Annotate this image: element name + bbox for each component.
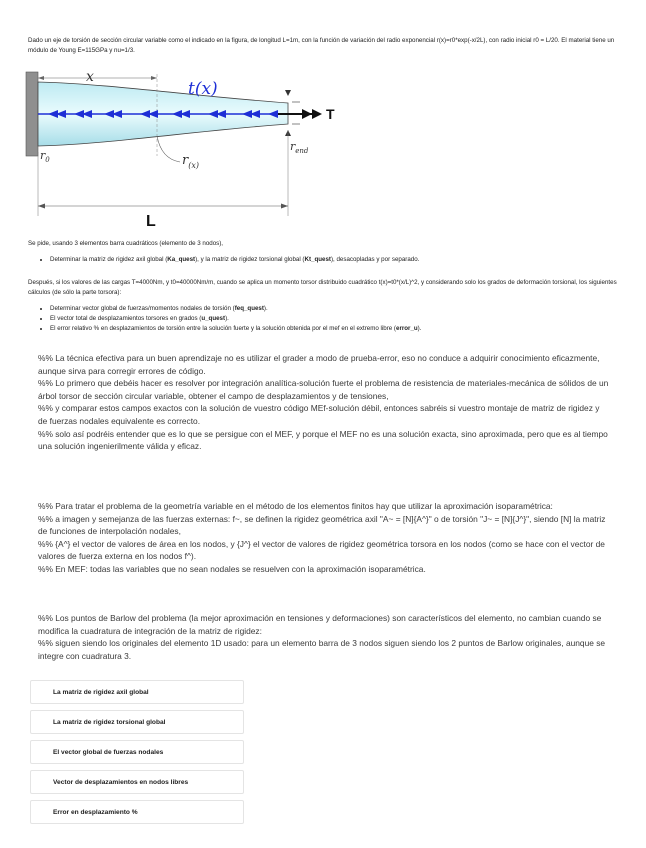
answer-item-error[interactable]: Error en desplazamiento % [30,800,244,824]
answer-item-ka[interactable]: La matriz de rigidez axil global [30,680,244,704]
r0-label: $r_0$ [40,149,50,164]
L-label: L [146,213,156,230]
problem-statement: Dado un eje de torsión de sección circular variable como el indicado en la figura, de longitud L=1m, con la función de variación del radio exponencial r(x)=r0*exp(-x/2L), con radio inicial r0 = L/20. El material tiene un módulo de Young E=115GPa y nu=1/3. [28,37,615,54]
torsion-shaft-figure [22,66,362,236]
list-item: • Determinar la matriz de rigidez axil global (Ka_quest), y la matriz de rigidez torsional global (Kt_quest), desacopladas y por separado. [50,255,612,265]
notes-block-1: %% La técnica efectiva para un buen aprendizaje no es utilizar el grader a modo de prueba-error, eso no conduce a adquirir conocimiento eficazmente, aunque sirva para corregir errores de código. %% Lo primero que debéis hacer es resolver por integración analítica-solución fuerte el problema de resistencia de materiales-mecánica de sólidos de un árbol torsor de sección circular variable, obtener el campo de desplazamientos y de tensiones, %% y comparar estos campos exactos con la solución de vuestro código MEf-solución débil, entonces sabréis si vuestro montaje de matriz de rigidez y de fuerzas nodales equivalente es correcto. %% solo así podréis entender que es lo que se persigue con el MEF, y porque el MEF no es una solución exacta, sino aproximada, pero que es al tiempo una solución ingenierilmente válida y eficaz. [38,353,609,452]
x-label: x [86,69,94,85]
answer-item-kt[interactable]: La matriz de rigidez torsional global [30,710,244,734]
list-item: • El error relativo % en desplazamientos de torsión entre la solución fuerte y la solución obtenida por el mef en el extremo libre (error_u). [50,324,612,334]
task-list-1 [42,255,612,265]
fixed-wall [26,72,38,156]
answer-item-feq[interactable]: El vector global de fuerzas nodales [30,740,244,764]
end-torque-arrow [302,109,322,119]
notes-block-3: %% Los puntos de Barlow del problema (la mejor aproximación en tensiones y deformaciones) son característicos del elemento, no cambian cuando se modifica la cuadratura de integración de la matriz de rigidez: %% siguen siendo los originales del elemento 1D usado: para un elemento barra de 3 nodos siguen siendo los 2 puntos de Barlow originales, aunque se integre con cuadratura 3. [38,613,606,661]
task-list-2 [42,304,612,334]
loads-paragraph: Después, si los valores de las cargas T=4000Nm, y t0=40000Nm/m, cuando se aplica un momento torsor distribuido cuadrático t(x)=t0*(x/L)^2, y considerando solo los grados de deformación torsional, los siguientes cálculos (de sólo la parte torsora): [28,279,617,296]
load-label: t(x) [188,79,218,99]
answer-item-u[interactable]: Vector de desplazamientos en nodos libres [30,770,244,794]
rx-label: $r_{(x)}$ [182,153,199,170]
task-intro: Se pide, usando 3 elementos barra cuadráticos (elemento de 3 nodos), [28,240,224,247]
notes-block-2: %% Para tratar el problema de la geometría variable en el método de los elementos finitos hay que utilizar la aproximación isoparamétrica: %% a imagen y semejanza de las fuerzas externas: f~, se definen la rigidez geométrica axil "A~ = [N]{A^}" o de torsión "J~ = [N]{J^}", siendo [N] la matriz de funciones de interpolación nodales, %% {A^} el vector de valores de área en los nodos, y {J^} el vector de valores de rigidez geométrica torsora en los nodos (como se hace con el vector de valores de fuerza externa en los nodos f^). %% En MEF: todas las variables que no sean nodales se resuelven con la aproximación isoparamétrica. [38,501,606,574]
end-torque-label: T [326,106,335,122]
answer-list [30,680,244,830]
list-item: • Determinar vector global de fuerzas/momentos nodales de torsión (feq_quest). [50,304,612,314]
list-item: • El vector total de desplazamientos torsores en grados (u_quest). [50,314,612,324]
r-end-label: $r_{end}$ [290,140,309,155]
